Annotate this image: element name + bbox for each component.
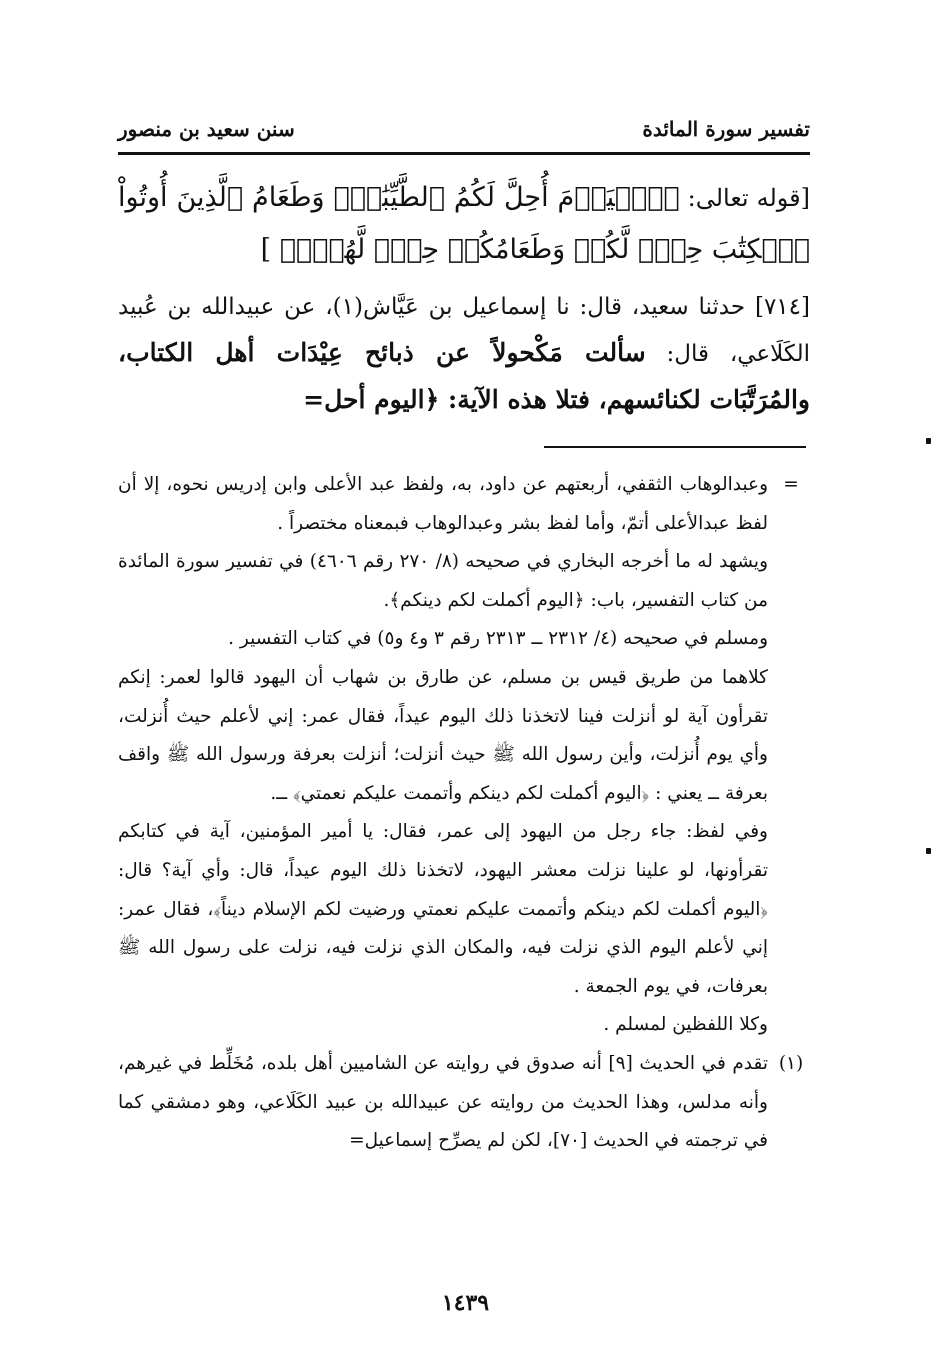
header-surah-title: تفسير سورة المائدة — [642, 117, 810, 141]
footnote-paragraph: كلاهما من طريق قيس بن مسلم، عن طارق بن شهاب أن اليهود قالوا لعمر: إنكم تقرأون آية لو أنزلت فينا لاتخذنا ذلك اليوم عيداً، فقال عمر: إني لأعلم حيث أُنزلت، وأي يوم أُنزلت، وأين رسول الله ﷺ حيث أنزلت؛ أنزلت بعرفة ورسول الله ﷺ واقف بعرفة ــ يعني : ﴿اليوم أكملت لكم دينكم وأتممت عليكم نعمتي﴾ ــ. — [118, 666, 768, 804]
footnote-1 — [118, 1045, 810, 1161]
scan-mark — [926, 438, 931, 444]
footnote-paragraph: ومسلم في صحيحه (٤/ ٢٣١٢ ــ ٢٣١٣ رقم ٣ و٤ و٥) في كتاب التفسير . — [228, 628, 768, 650]
footnote-continuation — [118, 466, 810, 1045]
footnote-paragraph: وعبدالوهاب الثقفي، أربعتهم عن داود، به، ولفظ عبد الأعلى وابن إدريس نحوه، إلا أن لفظ عبدالأعلى أتمّ، وأما لفظ بشر وعبدالوهاب فبمعناه مختصراً . — [118, 474, 768, 534]
hadith-number: [٧١٤] — [754, 294, 810, 320]
verse-lead: [قوله تعالى: — [679, 184, 810, 212]
hadith-matn: سألت مَكْحولاً عن ذبائح عِيْدَات أهل الكتاب، والمُرَتَّبَات لكنائسهم، فتلا هذه الآية: ﴿اليوم أحل= — [118, 338, 810, 414]
verse-close: ] — [260, 234, 280, 265]
footnote-paragraph: وكلا اللفظين لمسلم . — [603, 1014, 768, 1036]
footnote-marker: = — [783, 474, 799, 495]
footnote-paragraph: ويشهد له ما أخرجه البخاري في صحيحه (٨/ ٢٧٠ رقم ٤٦٠٦) في تفسير سورة المائدة من كتاب التفسير، باب: ﴿اليوم أكملت لكم دينكم﴾. — [118, 551, 769, 611]
footnote-paragraph: تقدم في الحديث [٩] أنه صدوق في روايته عن الشاميين أهل بلده، مُخَلِّط في غيرهم، وأنه مدلس، وهذا الحديث من روايته عن عبيدالله بن عبيد الكَلَاعي، وهو دمشقي كما في ترجمته في الحديث [٧٠]، لكن لم يصرِّح إسماعيل= — [118, 1052, 769, 1152]
hadith-714 — [118, 284, 810, 424]
header-book-title: سنن سعيد بن منصور — [118, 117, 295, 141]
header-rule — [118, 152, 810, 155]
page-number: ١٤٣٩ — [441, 1290, 490, 1316]
footnote-rule — [544, 446, 806, 448]
footnotes — [118, 466, 810, 1161]
hadith-isnad: حدثنا سعيد، قال: نا إسماعيل بن عَيَّاش(١)، عن عبيدالله بن عُبيد الكَلَاعي، قال: — [118, 294, 810, 367]
running-header — [118, 112, 810, 146]
quran-ayah: ﴿ٱلۡيَوۡمَ أُحِلَّ لَكُمُ ٱلطَّيِّبَٰتُۖ وَطَعَامُ ٱلَّذِينَ أُوتُواْ ٱلۡكِتَٰبَ حِلّٞ لَّكُمۡ وَطَعَامُكُمۡ حِلّٞ لَّهُمۡۖ﴾ — [118, 182, 810, 265]
verse-heading — [118, 172, 810, 276]
footnote-marker: (١) — [778, 1052, 804, 1074]
footnote-paragraph: وفي لفظ: جاء رجل من اليهود إلى عمر، فقال: يا أمير المؤمنين، آية في كتابكم تقرأونها، لو علينا نزلت معشر اليهود، لاتخذنا ذلك اليوم عيداً، قال: وأي آية؟ قال: ﴿اليوم أكملت لكم دينكم وأتممت عليكم نعمتي ورضيت لكم الإسلام ديناً﴾، فقال عمر: إني لأعلم اليوم الذي نزلت فيه، والمكان الذي نزلت فيه، نزلت على رسول الله ﷺ بعرفات، في يوم الجمعة . — [118, 821, 768, 997]
scan-mark — [926, 848, 931, 854]
